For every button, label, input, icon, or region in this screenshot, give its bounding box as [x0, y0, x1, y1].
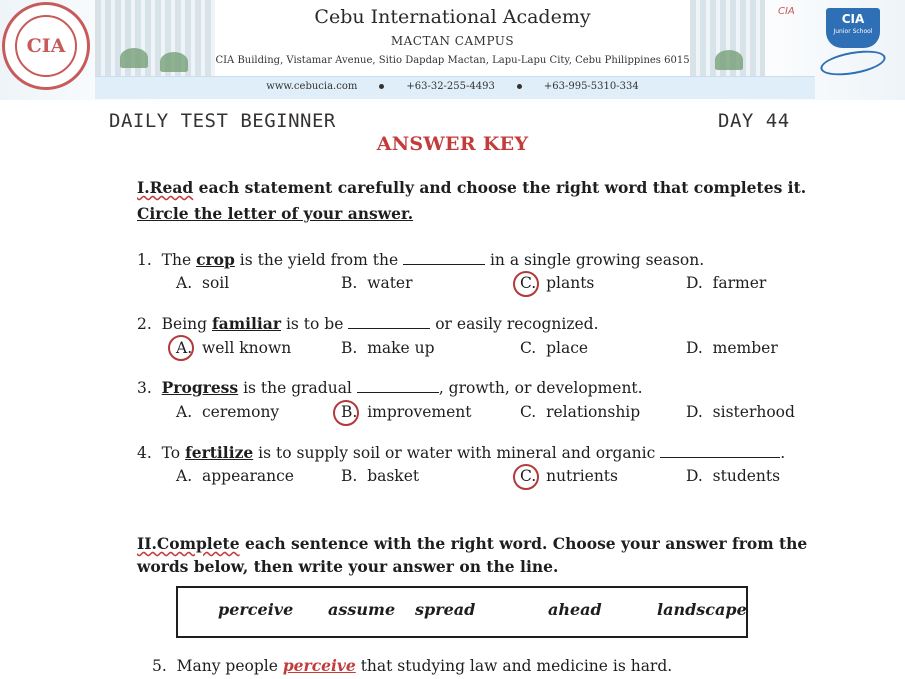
- question-number: 4.: [137, 444, 152, 462]
- part2-label: II.Complete: [137, 534, 240, 553]
- question-number: 2.: [137, 315, 152, 333]
- question-number: 5.: [152, 657, 167, 675]
- option-c[interactable]: C. nutrients: [520, 467, 618, 485]
- option-c[interactable]: C. relationship: [520, 403, 641, 421]
- junior-logo-title: CIA: [841, 12, 865, 26]
- part1-instruction-text: each statement carefully and choose the right word that completes it.: [193, 178, 807, 197]
- question-text: Being: [161, 315, 213, 333]
- answer-blank[interactable]: [348, 314, 430, 329]
- option-a[interactable]: A. soil: [176, 274, 230, 292]
- option-b[interactable]: B. basket: [341, 467, 420, 485]
- question-4: [137, 443, 785, 462]
- seal-text: CIA: [15, 15, 77, 77]
- website-text: www.cebucia.com: [266, 81, 358, 92]
- contact-line: [0, 81, 905, 92]
- junior-school-logo: [820, 8, 886, 78]
- school-address: CIA Building, Vistamar Avenue, Sitio Dapdap Mactan, Lapu-Lapu City, Cebu Philippines 6015: [215, 55, 690, 66]
- test-day: DAY 44: [718, 110, 790, 132]
- part2-instruction-line2: words below, then write your answer on the line.: [137, 557, 559, 576]
- option-d[interactable]: D. member: [686, 339, 778, 357]
- answer-circle-mark: [513, 271, 539, 297]
- part1-instruction: [137, 178, 806, 197]
- word-bank-item: assume: [328, 600, 396, 619]
- option-c[interactable]: C. place: [520, 339, 589, 357]
- question-number: 3.: [137, 379, 152, 397]
- option-d[interactable]: D. students: [686, 467, 781, 485]
- answer-circle-mark: [333, 400, 359, 426]
- option-b[interactable]: B. water: [341, 274, 413, 292]
- question-text: , growth, or development.: [438, 379, 643, 397]
- question-text: or easily recognized.: [430, 315, 599, 333]
- question-text: Many people: [176, 657, 283, 675]
- question-2: [137, 314, 599, 333]
- school-name: Cebu International Academy: [314, 6, 591, 28]
- answer-blank[interactable]: [660, 443, 780, 458]
- letterhead: [0, 0, 905, 100]
- question-text: is the yield from the: [234, 251, 404, 269]
- junior-logo-subtitle: Junior School: [833, 28, 873, 35]
- campus-name: MACTAN CAMPUS: [390, 34, 515, 48]
- keyword: fertilize: [185, 443, 254, 462]
- option-d[interactable]: D. farmer: [686, 274, 767, 292]
- word-bank-item: landscape: [657, 600, 747, 619]
- keyword: familiar: [212, 314, 282, 333]
- corner-mark: CIA: [778, 6, 795, 17]
- part1-instruction-line2: Circle the letter of your answer.: [137, 204, 414, 223]
- phone-text: +63-995-5310-334: [543, 81, 639, 92]
- keyword: crop: [196, 250, 235, 269]
- question-5: [152, 656, 672, 675]
- option-a[interactable]: A. ceremony: [176, 403, 280, 421]
- option-a[interactable]: A. well known: [176, 339, 292, 357]
- answer-key-heading: ANSWER KEY: [376, 133, 529, 155]
- bullet-icon: [379, 84, 384, 89]
- keyword: Progress: [161, 378, 239, 397]
- part2-instruction: [137, 534, 807, 553]
- part2-instruction-text: each sentence with the right word. Choose your answer from the: [239, 534, 808, 553]
- phone-text: +63-32-255-4493: [406, 81, 495, 92]
- question-text: .: [780, 444, 786, 462]
- option-a[interactable]: A. appearance: [176, 467, 294, 485]
- question-3: [137, 378, 643, 397]
- junior-school-shield: [826, 8, 880, 48]
- filled-answer: perceive: [282, 656, 356, 675]
- option-d[interactable]: D. sisterhood: [686, 403, 795, 421]
- junior-school-ribbon: [819, 46, 888, 79]
- question-text: is to be: [281, 315, 349, 333]
- answer-circle-mark: [168, 335, 194, 361]
- question-text: in a single growing season.: [485, 251, 705, 269]
- question-1: [137, 250, 704, 269]
- bullet-icon: [517, 84, 522, 89]
- word-bank-item: perceive: [218, 600, 294, 619]
- option-b[interactable]: B. make up: [341, 339, 435, 357]
- question-text: that studying law and medicine is hard.: [355, 657, 673, 675]
- answer-circle-mark: [513, 464, 539, 490]
- word-bank-item: ahead: [548, 600, 602, 619]
- word-bank-item: spread: [415, 600, 476, 619]
- question-text: is the gradual: [238, 379, 357, 397]
- option-b[interactable]: B. improvement: [341, 403, 472, 421]
- question-text: is to supply soil or water with mineral and organic: [253, 444, 661, 462]
- test-title: DAILY TEST BEGINNER: [109, 110, 336, 132]
- question-text: The: [161, 251, 197, 269]
- question-number: 1.: [137, 251, 152, 269]
- part1-label: I.Read: [137, 178, 194, 197]
- option-c[interactable]: C. plants: [520, 274, 595, 292]
- answer-blank[interactable]: [403, 250, 485, 265]
- question-text: To: [161, 444, 186, 462]
- answer-blank[interactable]: [357, 378, 439, 393]
